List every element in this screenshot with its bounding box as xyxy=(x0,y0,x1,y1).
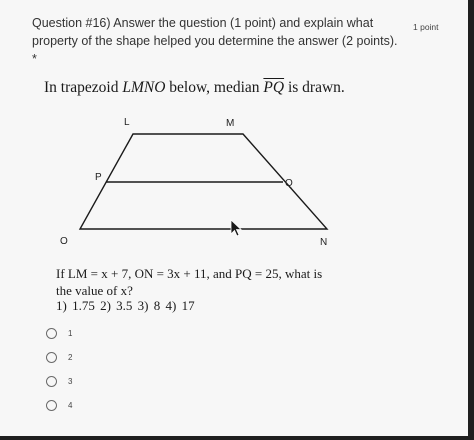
radio-button-icon[interactable] xyxy=(46,376,57,387)
option-4-label: 4 xyxy=(68,400,73,410)
prompt-line-1: If LM = x + 7, ON = 3x + 11, and PQ = 25, what is xyxy=(56,266,323,281)
answer-choices-text: 1) 1.75 2) 3.5 3) 8 4) 17 xyxy=(56,298,195,313)
label-m: M xyxy=(226,118,235,129)
label-q: Q xyxy=(285,178,293,189)
radio-button-icon[interactable] xyxy=(46,352,57,363)
option-1[interactable] xyxy=(46,326,72,340)
problem-intro: In trapezoid xyxy=(44,79,123,96)
option-3-label: 3 xyxy=(68,376,73,386)
label-n: N xyxy=(320,237,328,248)
radio-button-icon[interactable] xyxy=(46,400,57,411)
prompt-line-2: the value of x? xyxy=(56,283,133,298)
problem-segment: $\overline{PQ}$ xyxy=(263,79,285,96)
option-1-label: 1 xyxy=(68,328,73,338)
question-title: Question #16) Answer the question (1 point) and explain what property of the shape helped you determine the answer (2 points). * xyxy=(32,16,398,66)
label-l: L xyxy=(124,117,130,128)
problem-shape: LMNO xyxy=(122,79,166,96)
label-p: P xyxy=(95,172,102,183)
problem-mid: below, median xyxy=(165,79,264,96)
option-2[interactable] xyxy=(46,350,72,364)
question-prompt xyxy=(56,265,322,299)
points-label: 1 point xyxy=(413,22,439,32)
option-4[interactable] xyxy=(46,398,72,412)
problem-end: is drawn. xyxy=(284,79,345,96)
option-3[interactable] xyxy=(46,374,72,388)
label-o: O xyxy=(60,236,68,247)
option-2-label: 2 xyxy=(68,352,73,362)
radio-button-icon[interactable] xyxy=(46,328,57,339)
